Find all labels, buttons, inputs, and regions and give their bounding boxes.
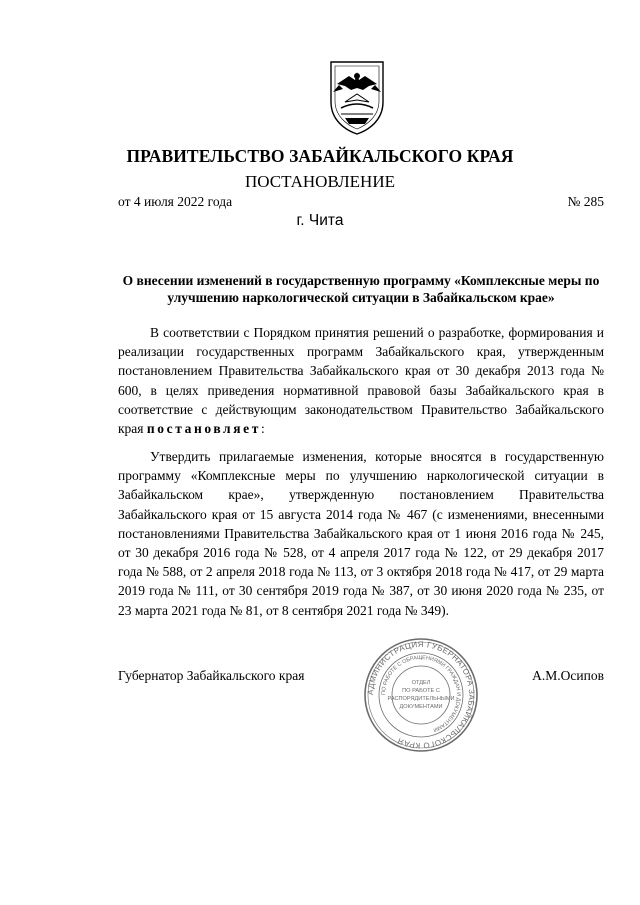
document-subject: О внесении изменений в государственную программу «Комплексные меры по улучшению наркологической ситуации в Забайкальском крае» — [122, 273, 600, 305]
coat-of-arms-icon — [327, 58, 387, 136]
paragraph-resolution: Утвердить прилагаемые изменения, которые вносятся в государственную программу «Комплексные меры по улучшению наркологической ситуации в Забайкальском крае», утвержденную постановлением Правительства Забайкальского края от 15 августа 2014 года № 467 (с изменениями, внесенными постановлениями Правительства Забайкальского края от 1 июня 2016 года № 245, от 30 декабря 2016 года № 528, от 4 апреля 2017 года № 122, от 29 декабря 2017 года № 588, от 2 апреля 2018 года № 113, от 3 октября 2018 года № 417, от 29 марта 2019 года № 111, от 30 сентября 2019 года № 387, от 30 июня 2020 года № 235, от 23 марта 2021 года № 81, от 8 сентября 2021 года № 349). — [118, 449, 604, 618]
government-title: ПРАВИТЕЛЬСТВО ЗАБАЙКАЛЬСКОГО КРАЯ — [126, 146, 514, 166]
preamble-text: В соответствии с Порядком принятия решений о разработке, формирования и реализации государственных программ Забайкальского края, утвержденным постановлением Правительства Забайкальского края от 30 декабря 2013 года № 600, в целях приведения нормативной правовой базы Забайкальского края в соответствие с действующим законодательством Правительство Забайкальского края — [118, 325, 604, 437]
stamp-outer-text: АДМИНИСТРАЦИЯ ГУБЕРНАТОРА ЗАБАЙКАЛЬСКОГО КРАЯ — [365, 639, 477, 751]
official-stamp — [362, 636, 480, 754]
stamp-center-line: ПО РАБОТЕ С — [402, 688, 440, 694]
document-date: от 4 июля 2022 года — [118, 194, 233, 209]
signatory-title: Губернатор Забайкальского края — [118, 668, 305, 683]
resolves-word: постановляет — [146, 421, 261, 437]
stamp-center-line: ДОКУМЕНТАМИ — [399, 704, 443, 710]
paragraph-preamble — [118, 323, 604, 438]
document-type: ПОСТАНОВЛЕНИЕ — [244, 172, 395, 191]
stamp-inner-text: ПО РАБОТЕ С ОБРАЩЕНИЯМИ ГРАЖДАН И ДОКУМЕНТАМИ — [380, 654, 462, 733]
signatory-name: А.М.Осипов — [532, 668, 604, 683]
stamp-center-line: ОТДЕЛ — [411, 680, 431, 686]
preamble-colon: : — [260, 421, 265, 437]
document-city: г. Чита — [296, 212, 344, 229]
stamp-center-line: РАСПОРЯДИТЕЛЬНЫМИ — [387, 696, 455, 702]
document-number: № 285 — [567, 194, 604, 209]
